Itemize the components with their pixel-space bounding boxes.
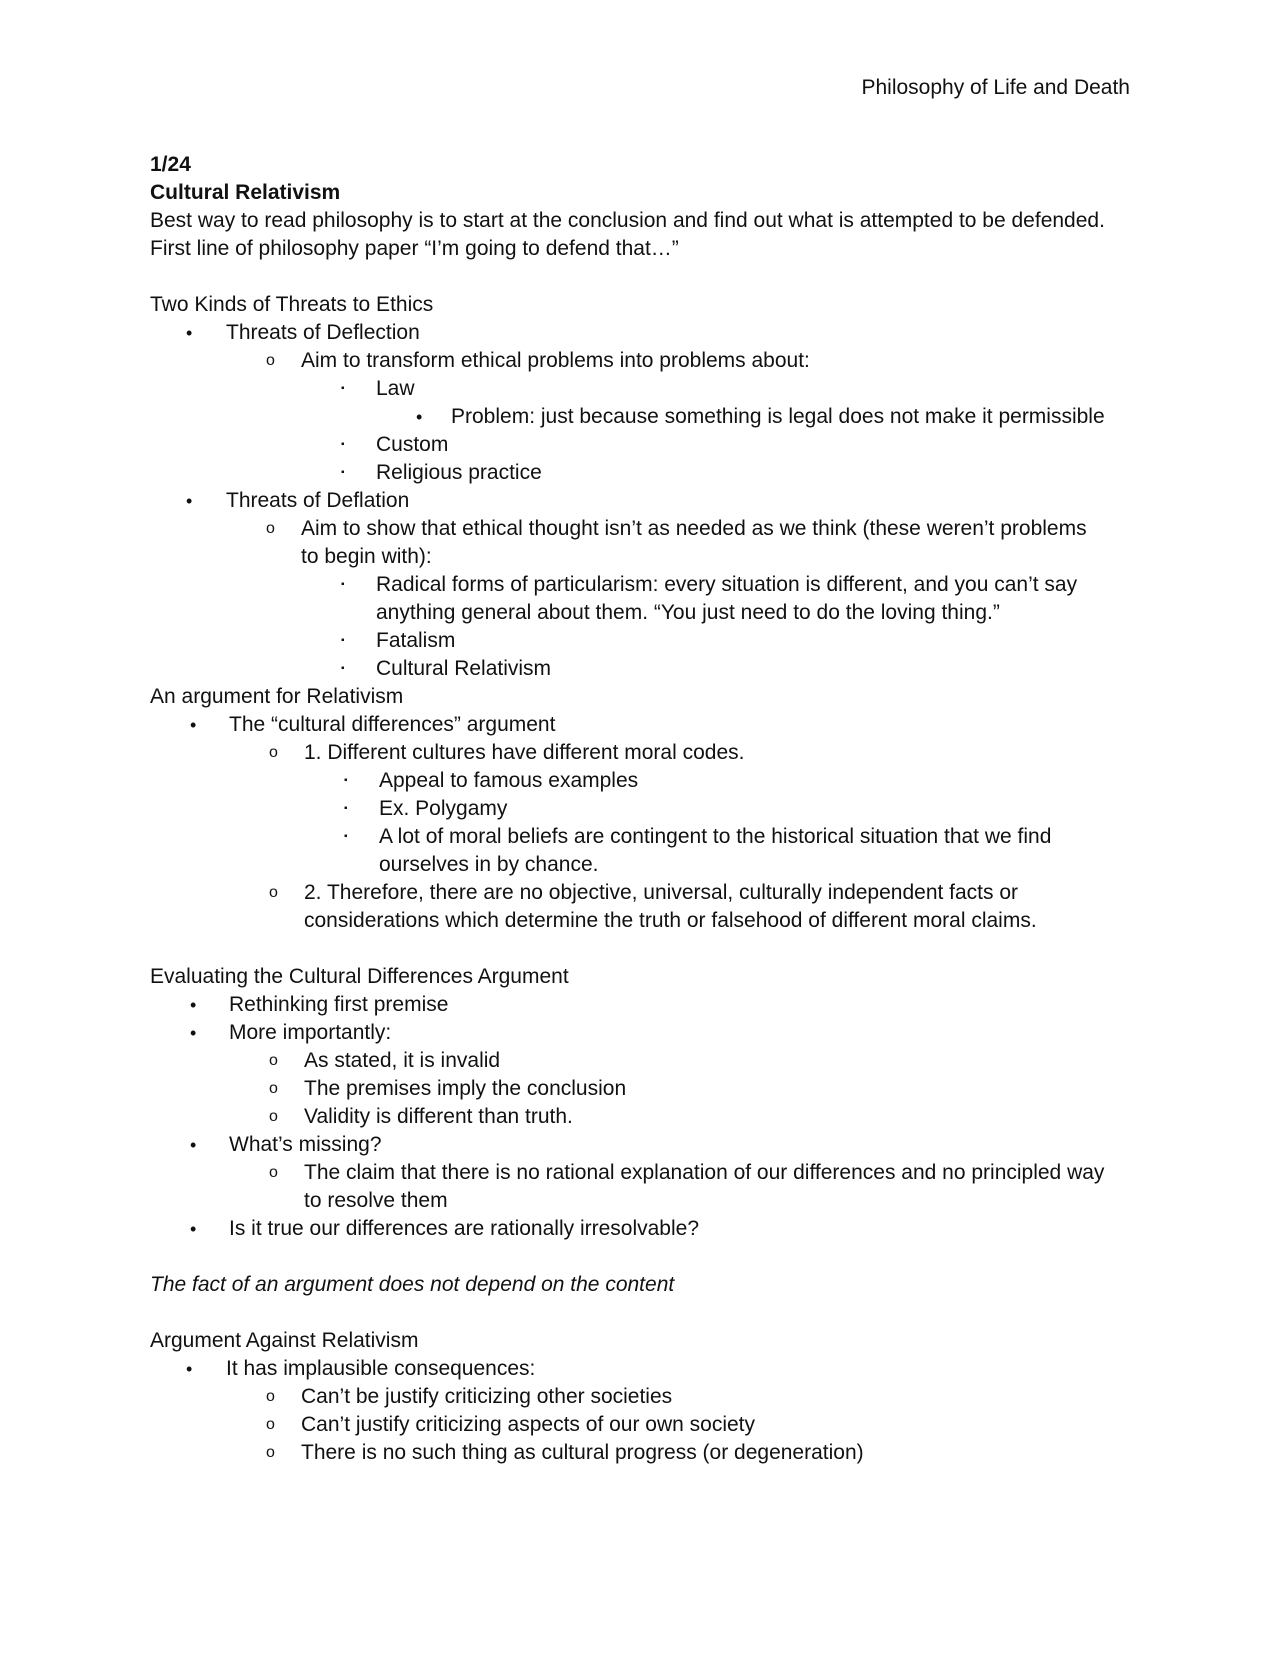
- list-item: ▪ Fatalism: [150, 627, 1130, 655]
- bullet-square: ▪: [341, 467, 345, 478]
- section-heading-threats: Two Kinds of Threats to Ethics: [150, 293, 434, 316]
- list-item-continuation: to resolve them: [304, 1189, 448, 1212]
- bullet-circle: o: [269, 884, 278, 901]
- list-item: • The “cultural differences” argument: [150, 711, 1130, 739]
- bullet-circle: o: [269, 1052, 278, 1069]
- list-item: • Rethinking first premise: [150, 991, 1130, 1019]
- list-item: • More importantly:: [150, 1019, 1130, 1047]
- list-item: ▪ Appeal to famous examples: [150, 767, 1130, 795]
- bullet-dot: •: [186, 1359, 193, 1379]
- bullet-square: ▪: [344, 803, 348, 814]
- list-item: o The premises imply the conclusion: [150, 1075, 1130, 1103]
- bullet-dot: •: [190, 995, 197, 1015]
- section-heading-against: Argument Against Relativism: [150, 1329, 419, 1352]
- list-item: o 2. Therefore, there are no objective, universal, culturally independent facts or: [150, 879, 1130, 907]
- list-item-continuation: to begin with):: [301, 545, 432, 568]
- bullet-circle: o: [269, 744, 278, 761]
- bullet-dot: •: [190, 1219, 197, 1239]
- date-label: 1/24: [150, 153, 191, 176]
- list-item: o Aim to show that ethical thought isn’t as needed as we think (these weren’t problems: [150, 515, 1130, 543]
- list-item: o Can’t be justify criticizing other societies: [150, 1383, 1130, 1411]
- list-item: o As stated, it is invalid: [150, 1047, 1130, 1075]
- bullet-circle: o: [266, 520, 275, 537]
- list-item: • What’s missing?: [150, 1131, 1130, 1159]
- blank-line: [150, 1243, 1130, 1271]
- bullet-dot: •: [186, 323, 193, 343]
- list-item: • Problem: just because something is legal does not make it permissible: [150, 403, 1130, 431]
- list-item-continuation: considerations which determine the truth or falsehood of different moral claims.: [304, 909, 1037, 932]
- section-heading-argument: An argument for Relativism: [150, 685, 404, 708]
- bullet-square: ▪: [344, 775, 348, 786]
- bullet-square: ▪: [341, 579, 345, 590]
- list-item: • Threats of Deflation: [150, 487, 1130, 515]
- bullet-square: ▪: [344, 831, 348, 842]
- list-item: ▪ Cultural Relativism: [150, 655, 1130, 683]
- list-item: o Aim to transform ethical problems into problems about:: [150, 347, 1130, 375]
- list-item: • Is it true our differences are rationally irresolvable?: [150, 1215, 1130, 1243]
- list-item: ▪ Ex. Polygamy: [150, 795, 1130, 823]
- list-item: ▪ Custom: [150, 431, 1130, 459]
- list-item: ▪ A lot of moral beliefs are contingent to the historical situation that we find: [150, 823, 1130, 851]
- bullet-dot: •: [186, 491, 193, 511]
- bullet-circle: o: [266, 1388, 275, 1405]
- bullet-circle: o: [269, 1108, 278, 1125]
- bullet-circle: o: [266, 1444, 275, 1461]
- bullet-circle: o: [266, 352, 275, 369]
- bullet-dot: •: [416, 407, 423, 427]
- list-item: o Can’t justify criticizing aspects of our own society: [150, 1411, 1130, 1439]
- list-item: ▪ Law: [150, 375, 1130, 403]
- list-item: ▪ Radical forms of particularism: every situation is different, and you can’t say: [150, 571, 1130, 599]
- intro-line: Best way to read philosophy is to start at the conclusion and find out what is attempted to be defended.: [150, 209, 1105, 232]
- bullet-square: ▪: [341, 439, 345, 450]
- italic-note: The fact of an argument does not depend on the content: [150, 1273, 675, 1296]
- list-item: o There is no such thing as cultural progress (or degeneration): [150, 1439, 1130, 1467]
- bullet-circle: o: [269, 1080, 278, 1097]
- intro-line: First line of philosophy paper “I’m going to defend that…”: [150, 237, 679, 260]
- list-item: • It has implausible consequences:: [150, 1355, 1130, 1383]
- list-item: o 1. Different cultures have different moral codes.: [150, 739, 1130, 767]
- page-header: Philosophy of Life and Death: [861, 76, 1130, 99]
- section-heading-evaluating: Evaluating the Cultural Differences Argument: [150, 965, 569, 988]
- bullet-square: ▪: [341, 635, 345, 646]
- bullet-circle: o: [269, 1164, 278, 1181]
- list-item: o Validity is different than truth.: [150, 1103, 1130, 1131]
- blank-line: [150, 263, 1130, 291]
- list-item-continuation: ourselves in by chance.: [379, 853, 599, 876]
- bullet-dot: •: [190, 1135, 197, 1155]
- bullet-dot: •: [190, 715, 197, 735]
- list-item: ▪ Religious practice: [150, 459, 1130, 487]
- list-item: • Threats of Deflection: [150, 319, 1130, 347]
- blank-line: [150, 1299, 1130, 1327]
- notes-body: [150, 151, 1130, 1467]
- bullet-square: ▪: [341, 663, 345, 674]
- list-item: o The claim that there is no rational explanation of our differences and no principled way: [150, 1159, 1130, 1187]
- blank-line: [150, 935, 1130, 963]
- list-item-continuation: anything general about them. “You just need to do the loving thing.”: [376, 601, 1000, 624]
- bullet-square: ▪: [341, 383, 345, 394]
- notes-title: Cultural Relativism: [150, 181, 341, 204]
- bullet-dot: •: [190, 1023, 197, 1043]
- bullet-circle: o: [266, 1416, 275, 1433]
